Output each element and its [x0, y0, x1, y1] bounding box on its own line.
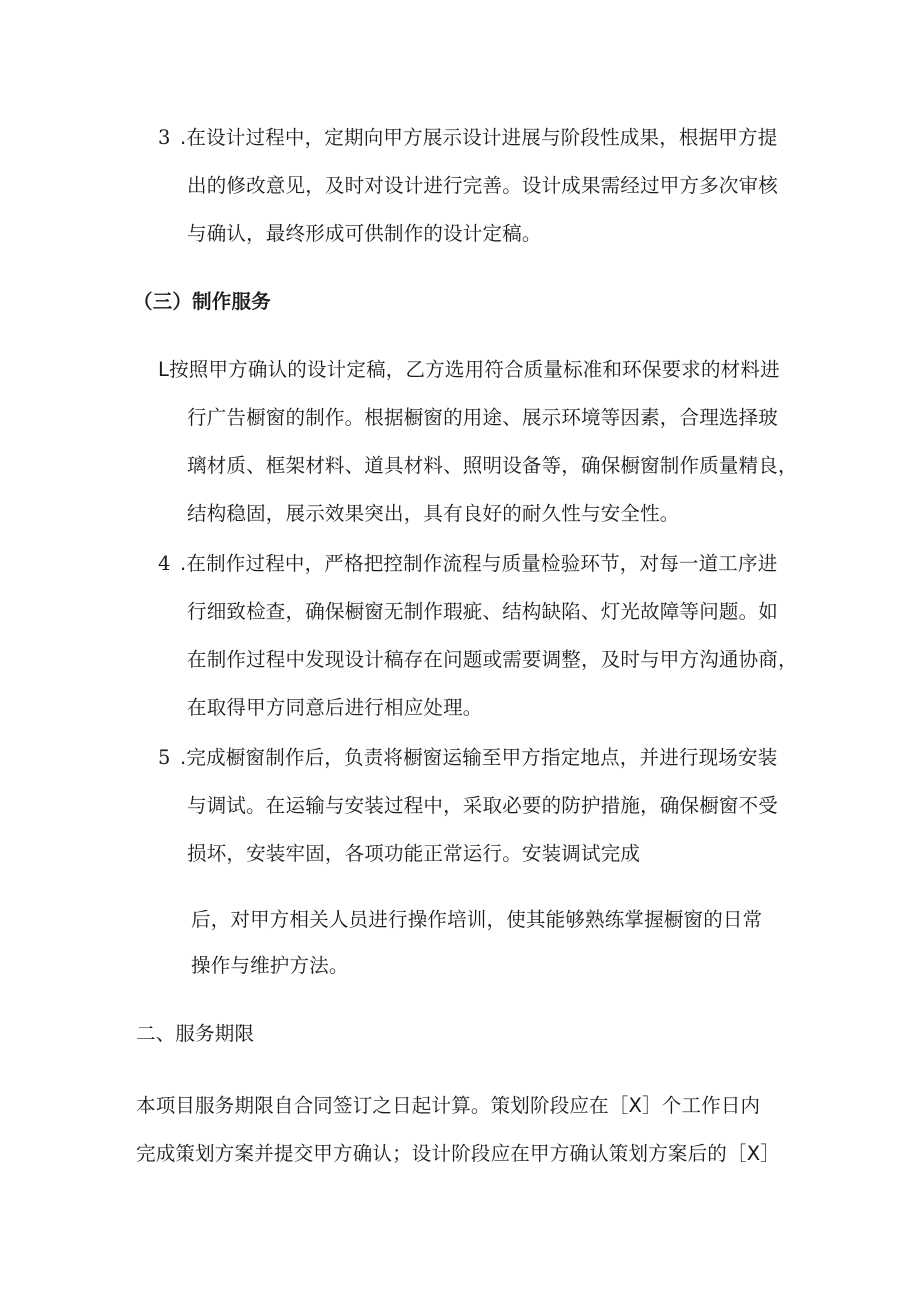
item-3-line-3: 与确认，最终形成可供制作的设计定稿。: [187, 222, 542, 245]
item-3-line-2: 出的修改意见，及时对设计进行完善。设计成果需经过甲方多次审核: [187, 174, 779, 197]
item-3-line-1: [158, 126, 777, 150]
item-1-line-3: 璃材质、框架材料、道具材料、照明设备等，确保橱窗制作质量精良，: [187, 454, 798, 477]
item-3-text-1: .在设计过程中，定期向甲方展示设计进展与阶段性成果，根据甲方提: [180, 126, 778, 149]
item-5-number: 5: [158, 746, 171, 769]
section-two-line-1: 本项目服务期限自合同签订之日起计算。策划阶段应在［X］个工作日内: [136, 1094, 761, 1117]
section-3-heading: （三）制作服务: [133, 290, 271, 313]
item-4-line-2: 行细致检查，确保橱窗无制作瑕疵、结构缺陷、灯光故障等问题。如: [187, 600, 779, 623]
item-5-text-1: .完成橱窗制作后，负责将橱窗运输至甲方指定地点，并进行现场安装: [180, 746, 778, 769]
item-1-line-4: 结构稳固，展示效果突出，具有良好的耐久性与安全性。: [187, 502, 680, 525]
item-5-line-4: 后，对甲方相关人员进行操作培训，使其能够熟练掌握橱窗的日常: [191, 908, 763, 931]
item-4-text-1: .在制作过程中，严格把控制作流程与质量检验环节，对每一道工序进: [180, 552, 778, 575]
item-5-line-2: 与调试。在运输与安装过程中，采取必要的防护措施，确保橱窗不受: [187, 794, 779, 817]
item-5-line-3: 损坏，安装牢固，各项功能正常运行。安装调试完成: [187, 842, 641, 865]
item-1-line-1: L按照甲方确认的设计定稿，乙方选用符合质量标准和环保要求的材料进: [158, 358, 780, 381]
item-4-line-4: 在取得甲方同意后进行相应处理。: [187, 696, 483, 719]
section-two-line-2: 完成策划方案并提交甲方确认；设计阶段应在甲方确认策划方案后的［X］: [136, 1142, 780, 1165]
item-4-line-3: 在制作过程中发现设计稿存在问题或需要调整，及时与甲方沟通协商，: [187, 648, 798, 671]
item-5-line-5: 操作与维护方法。: [191, 954, 349, 977]
item-5-line-1: [158, 746, 777, 770]
section-two-heading: 二、服务期限: [136, 1022, 255, 1045]
item-1-line-2: 行广告橱窗的制作。根据橱窗的用途、展示环境等因素，合理选择玻: [187, 406, 779, 429]
item-4-number: 4: [158, 552, 171, 575]
item-3-number: 3: [158, 126, 171, 149]
item-4-line-1: [158, 552, 777, 576]
